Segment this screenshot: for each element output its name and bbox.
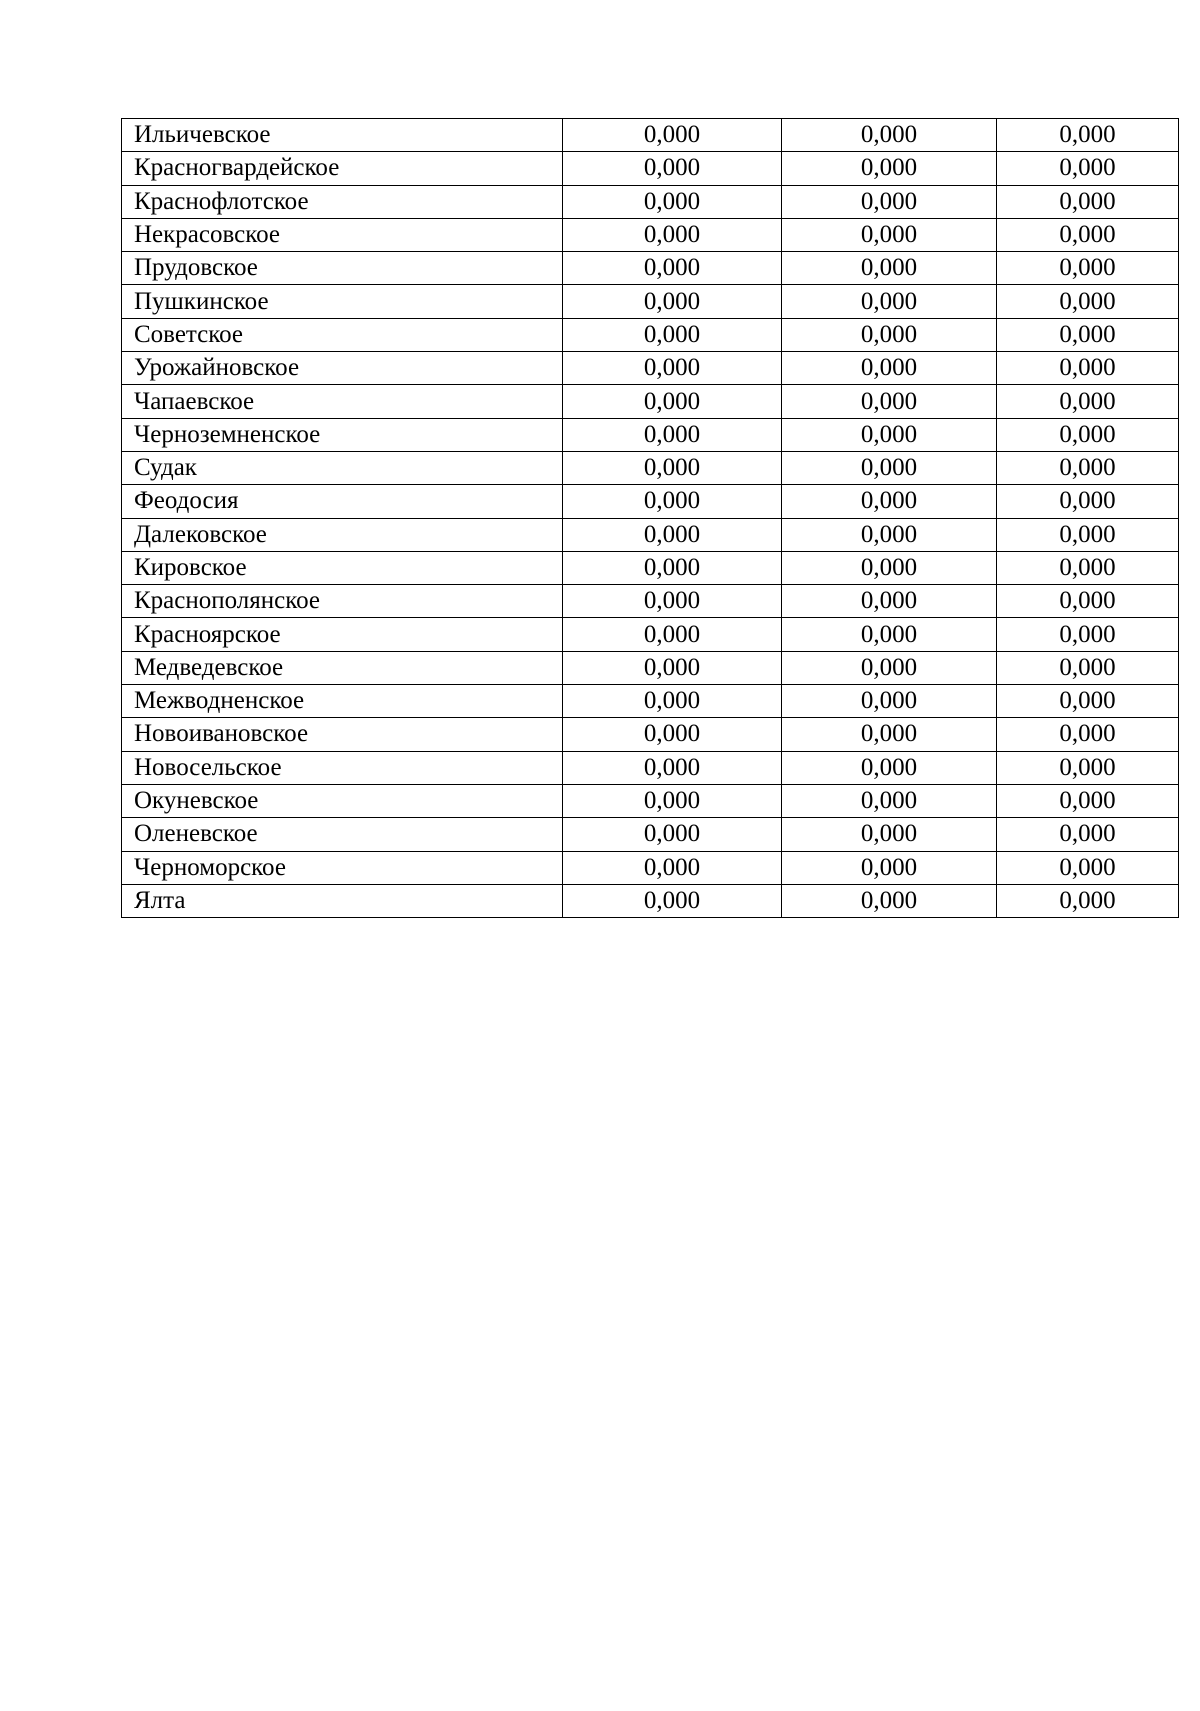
settlement-name-cell: Урожайновское — [122, 352, 563, 385]
table-row — [122, 252, 1179, 285]
table-row — [122, 751, 1179, 784]
value-cell-col2: 0,000 — [782, 618, 997, 651]
value-cell-col3: 0,000 — [997, 485, 1179, 518]
table-row — [122, 119, 1179, 152]
value-cell-col1: 0,000 — [563, 851, 782, 884]
settlement-name-cell: Межводненское — [122, 685, 563, 718]
value-cell-col3: 0,000 — [997, 218, 1179, 251]
value-cell-col2: 0,000 — [782, 252, 997, 285]
table-row — [122, 418, 1179, 451]
value-cell-col1: 0,000 — [563, 119, 782, 152]
value-cell-col2: 0,000 — [782, 718, 997, 751]
table-row — [122, 318, 1179, 351]
settlement-name-cell: Красноярское — [122, 618, 563, 651]
settlement-name-cell: Краснополянское — [122, 585, 563, 618]
value-cell-col2: 0,000 — [782, 851, 997, 884]
table-row — [122, 485, 1179, 518]
value-cell-col3: 0,000 — [997, 818, 1179, 851]
value-cell-col2: 0,000 — [782, 884, 997, 917]
settlement-name-cell: Новосельское — [122, 751, 563, 784]
value-cell-col2: 0,000 — [782, 185, 997, 218]
value-cell-col1: 0,000 — [563, 152, 782, 185]
value-cell-col3: 0,000 — [997, 385, 1179, 418]
value-cell-col2: 0,000 — [782, 451, 997, 484]
data-table — [121, 118, 1179, 918]
table-row — [122, 352, 1179, 385]
value-cell-col3: 0,000 — [997, 685, 1179, 718]
value-cell-col3: 0,000 — [997, 851, 1179, 884]
value-cell-col3: 0,000 — [997, 418, 1179, 451]
value-cell-col1: 0,000 — [563, 318, 782, 351]
value-cell-col1: 0,000 — [563, 651, 782, 684]
value-cell-col2: 0,000 — [782, 285, 997, 318]
value-cell-col1: 0,000 — [563, 285, 782, 318]
value-cell-col3: 0,000 — [997, 884, 1179, 917]
value-cell-col1: 0,000 — [563, 418, 782, 451]
settlement-name-cell: Красногвардейское — [122, 152, 563, 185]
value-cell-col3: 0,000 — [997, 751, 1179, 784]
value-cell-col2: 0,000 — [782, 119, 997, 152]
table-row — [122, 851, 1179, 884]
settlement-name-cell: Чапаевское — [122, 385, 563, 418]
value-cell-col3: 0,000 — [997, 651, 1179, 684]
settlement-name-cell: Судак — [122, 451, 563, 484]
value-cell-col1: 0,000 — [563, 585, 782, 618]
value-cell-col2: 0,000 — [782, 518, 997, 551]
value-cell-col3: 0,000 — [997, 784, 1179, 817]
table-row — [122, 385, 1179, 418]
table-row — [122, 784, 1179, 817]
value-cell-col3: 0,000 — [997, 451, 1179, 484]
value-cell-col1: 0,000 — [563, 618, 782, 651]
value-cell-col3: 0,000 — [997, 152, 1179, 185]
table-row — [122, 152, 1179, 185]
table-row — [122, 685, 1179, 718]
table-row — [122, 285, 1179, 318]
settlement-name-cell: Краснофлотское — [122, 185, 563, 218]
value-cell-col3: 0,000 — [997, 318, 1179, 351]
value-cell-col1: 0,000 — [563, 451, 782, 484]
value-cell-col2: 0,000 — [782, 152, 997, 185]
value-cell-col3: 0,000 — [997, 185, 1179, 218]
value-cell-col2: 0,000 — [782, 218, 997, 251]
value-cell-col2: 0,000 — [782, 751, 997, 784]
value-cell-col1: 0,000 — [563, 518, 782, 551]
table-row — [122, 818, 1179, 851]
value-cell-col3: 0,000 — [997, 119, 1179, 152]
table-row — [122, 651, 1179, 684]
table-row — [122, 218, 1179, 251]
table-row — [122, 518, 1179, 551]
settlement-name-cell: Ильичевское — [122, 119, 563, 152]
settlement-name-cell: Некрасовское — [122, 218, 563, 251]
settlement-name-cell: Черноземненское — [122, 418, 563, 451]
value-cell-col2: 0,000 — [782, 385, 997, 418]
settlement-name-cell: Медведевское — [122, 651, 563, 684]
value-cell-col1: 0,000 — [563, 352, 782, 385]
value-cell-col1: 0,000 — [563, 685, 782, 718]
value-cell-col1: 0,000 — [563, 385, 782, 418]
value-cell-col1: 0,000 — [563, 818, 782, 851]
value-cell-col1: 0,000 — [563, 784, 782, 817]
table-row — [122, 551, 1179, 584]
value-cell-col3: 0,000 — [997, 585, 1179, 618]
value-cell-col3: 0,000 — [997, 252, 1179, 285]
table-row — [122, 585, 1179, 618]
value-cell-col3: 0,000 — [997, 518, 1179, 551]
settlement-name-cell: Ялта — [122, 884, 563, 917]
value-cell-col2: 0,000 — [782, 685, 997, 718]
settlement-name-cell: Новоивановское — [122, 718, 563, 751]
value-cell-col1: 0,000 — [563, 185, 782, 218]
value-cell-col1: 0,000 — [563, 551, 782, 584]
value-cell-col2: 0,000 — [782, 818, 997, 851]
value-cell-col1: 0,000 — [563, 218, 782, 251]
settlement-name-cell: Пушкинское — [122, 285, 563, 318]
value-cell-col2: 0,000 — [782, 651, 997, 684]
value-cell-col3: 0,000 — [997, 618, 1179, 651]
value-cell-col1: 0,000 — [563, 884, 782, 917]
value-cell-col2: 0,000 — [782, 352, 997, 385]
value-cell-col1: 0,000 — [563, 718, 782, 751]
settlement-name-cell: Прудовское — [122, 252, 563, 285]
table-row — [122, 718, 1179, 751]
settlement-name-cell: Черноморское — [122, 851, 563, 884]
value-cell-col2: 0,000 — [782, 585, 997, 618]
table-row — [122, 618, 1179, 651]
settlement-name-cell: Феодосия — [122, 485, 563, 518]
value-cell-col3: 0,000 — [997, 551, 1179, 584]
table-row — [122, 185, 1179, 218]
value-cell-col1: 0,000 — [563, 485, 782, 518]
value-cell-col1: 0,000 — [563, 252, 782, 285]
value-cell-col2: 0,000 — [782, 418, 997, 451]
value-cell-col3: 0,000 — [997, 718, 1179, 751]
value-cell-col3: 0,000 — [997, 352, 1179, 385]
table-body — [122, 119, 1179, 918]
value-cell-col3: 0,000 — [997, 285, 1179, 318]
settlement-name-cell: Советское — [122, 318, 563, 351]
value-cell-col2: 0,000 — [782, 485, 997, 518]
value-cell-col2: 0,000 — [782, 551, 997, 584]
table-row — [122, 884, 1179, 917]
settlement-name-cell: Кировское — [122, 551, 563, 584]
value-cell-col2: 0,000 — [782, 318, 997, 351]
settlement-name-cell: Оленевское — [122, 818, 563, 851]
value-cell-col2: 0,000 — [782, 784, 997, 817]
settlement-name-cell: Далековское — [122, 518, 563, 551]
value-cell-col1: 0,000 — [563, 751, 782, 784]
settlement-name-cell: Окуневское — [122, 784, 563, 817]
table-row — [122, 451, 1179, 484]
